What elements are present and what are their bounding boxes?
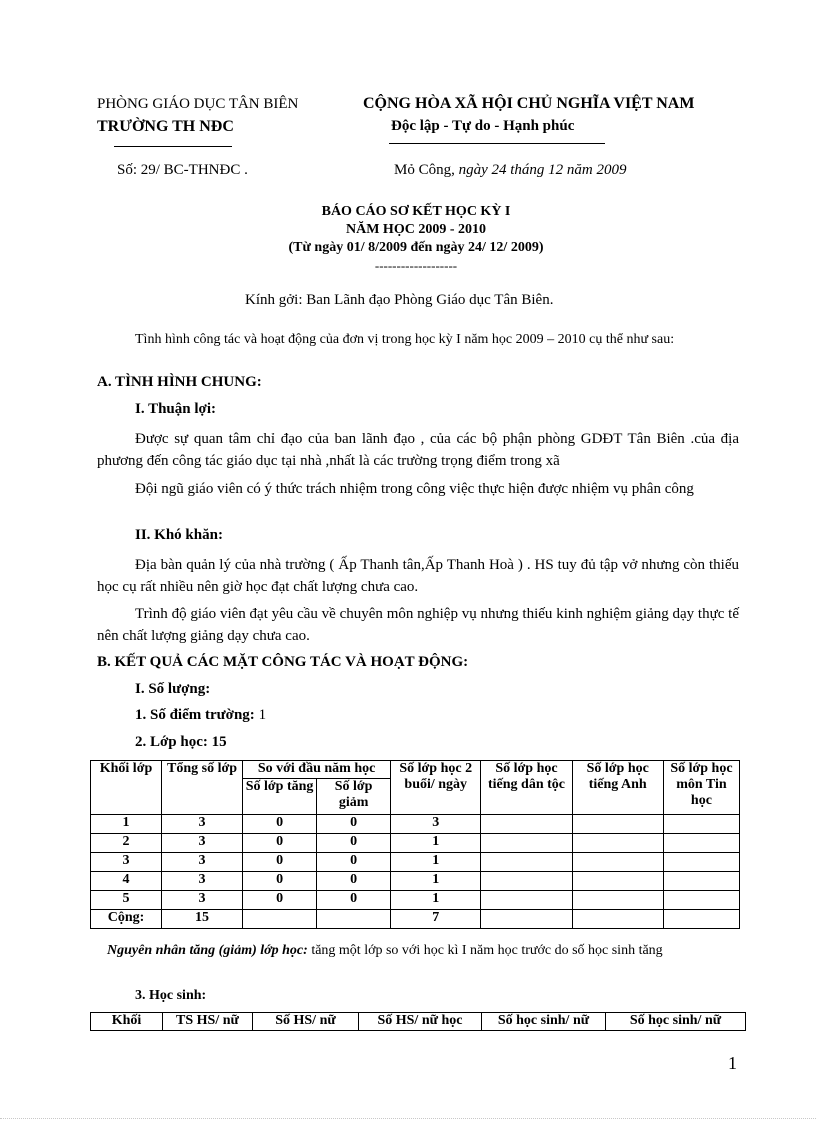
table-row: [91, 834, 740, 853]
cell-giam: 0: [317, 853, 391, 872]
table-row: [91, 853, 740, 872]
cell-hai-buoi: 3: [391, 815, 481, 834]
date: ngày 24 tháng 12 năm 2009: [454, 162, 627, 178]
cell-khoi: 2: [91, 834, 162, 853]
cell-anh: [572, 872, 663, 891]
students-heading: 3. Học sinh:: [135, 988, 207, 1003]
cell-tong: 3: [161, 834, 242, 853]
header-dan-toc: Số lớp học tiếng dân tộc: [481, 761, 572, 815]
header-tang: Số lớp tăng: [243, 779, 317, 815]
student-header: Số HS/ nữ học: [359, 1013, 482, 1031]
section-a-heading: A. TÌNH HÌNH CHUNG:: [97, 374, 262, 390]
cell-anh: [572, 853, 663, 872]
cell-tong: 3: [161, 815, 242, 834]
cell-anh: [572, 891, 663, 910]
cell-giam: 0: [317, 872, 391, 891]
school-underline: [114, 146, 232, 147]
cell-khoi: 4: [91, 872, 162, 891]
motto-underline: [389, 143, 605, 144]
nation-motto: Độc lập - Tự do - Hạnh phúc: [391, 118, 575, 134]
report-title: BÁO CÁO SƠ KẾT HỌC KỲ I: [321, 204, 511, 219]
school-year: NĂM HỌC 2009 - 2010: [346, 222, 486, 237]
cell-khoi: 5: [91, 891, 162, 910]
table-row: [91, 891, 740, 910]
cell-empty: [317, 910, 391, 929]
difficulties-heading: II. Khó khăn:: [135, 527, 223, 543]
advantages-paragraph-2: Đội ngũ giáo viên có ý thức trách nhiệm trong công việc thực hiện được nhiệm vụ phân công: [135, 481, 694, 497]
classes-count-value: 15: [207, 734, 227, 750]
difficulties-paragraph-1: Địa bàn quản lý của nhà trường ( Ấp Thanh tân,Ấp Thanh Hoà ) . HS tuy đủ tập vở nhưng còn thiếu học cụ rất nhiều nên giờ học đạt chất lượng chưa cao.: [97, 557, 739, 595]
cell-dan-toc: [481, 891, 572, 910]
document-number: Số: 29/ BC-THNĐC .: [117, 162, 248, 178]
greeting: Kính gởi: Ban Lãnh đạo Phòng Giáo dục Tân Biên.: [245, 292, 554, 308]
class-table: [90, 760, 740, 929]
school-name: TRƯỜNG TH NĐC: [97, 118, 234, 135]
header-so-voi: So với đầu năm học: [243, 761, 391, 779]
table-total-row: [91, 910, 740, 929]
classes-count-label: 2. Lớp học:: [135, 734, 208, 750]
school-points: [135, 707, 266, 724]
cell-anh: [572, 815, 663, 834]
cell-khoi: 1: [91, 815, 162, 834]
student-header: Số HS/ nữ: [253, 1013, 359, 1031]
cell-tong: 3: [161, 853, 242, 872]
student-table: [90, 1012, 746, 1031]
table-row: [91, 815, 740, 834]
cell-tin: [663, 853, 739, 872]
cell-hai-buoi: 1: [391, 891, 481, 910]
cell-giam: 0: [317, 891, 391, 910]
intro-paragraph: Tình hình công tác và hoạt động của đơn vị trong học kỳ I năm học 2009 – 2010 cụ thể như sau:: [135, 332, 675, 347]
classes-count: [135, 734, 227, 751]
school-points-value: 1: [254, 707, 267, 723]
cell-khoi: 3: [91, 853, 162, 872]
cell-tang: 0: [243, 891, 317, 910]
reason-text: tăng một lớp so với học kì I năm học trước do số học sinh tăng: [307, 943, 663, 958]
student-header: Số học sinh/ nữ: [606, 1013, 746, 1031]
cell-hai-buoi: 1: [391, 853, 481, 872]
student-header: TS HS/ nữ: [163, 1013, 253, 1031]
page-number: 1: [728, 1053, 737, 1073]
cell-hai-buoi: 1: [391, 834, 481, 853]
difficulties-paragraph-2: Trình độ giáo viên đạt yêu cầu về chuyên môn nghiệp vụ nhưng thiếu kinh nghiệm giảng dạy thực tế nên chất lượng giảng dạy chưa cao.: [97, 606, 739, 644]
cell-empty: [663, 910, 739, 929]
title-separator: -------------------: [374, 258, 458, 273]
header-anh: Số lớp học tiếng Anh: [572, 761, 663, 815]
cell-tang: 0: [243, 872, 317, 891]
cell-hai-buoi: 1: [391, 872, 481, 891]
cell-dan-toc: [481, 872, 572, 891]
student-header: Số học sinh/ nữ: [482, 1013, 606, 1031]
page-bottom-border: [0, 1118, 816, 1119]
student-header: Khối: [91, 1013, 163, 1031]
header-khoi: Khối lớp: [91, 761, 162, 815]
document-place-date: [394, 162, 627, 179]
cell-dan-toc: [481, 853, 572, 872]
place: Mỏ Công,: [394, 162, 455, 178]
reason-label: Nguyên nhân tăng (giảm) lớp học:: [107, 943, 308, 958]
department-name: PHÒNG GIÁO DỤC TÂN BIÊN: [97, 96, 299, 112]
cell-tang: 0: [243, 853, 317, 872]
cell-tong: 3: [161, 872, 242, 891]
cell-total-hai-buoi: 7: [391, 910, 481, 929]
cell-total-label: Cộng:: [91, 910, 162, 929]
cell-empty: [243, 910, 317, 929]
cell-dan-toc: [481, 834, 572, 853]
cell-giam: 0: [317, 834, 391, 853]
cell-tang: 0: [243, 834, 317, 853]
cell-total-tong: 15: [161, 910, 242, 929]
cell-dan-toc: [481, 815, 572, 834]
header-giam: Số lớp giảm: [317, 779, 391, 815]
cell-tin: [663, 815, 739, 834]
cell-giam: 0: [317, 815, 391, 834]
report-period: (Từ ngày 01/ 8/2009 đến ngày 24/ 12/ 2009): [288, 240, 544, 255]
reason-paragraph: [107, 941, 739, 960]
cell-tong: 3: [161, 891, 242, 910]
cell-anh: [572, 834, 663, 853]
advantages-paragraph-1: Được sự quan tâm chỉ đạo của ban lãnh đạo , của các bộ phận phòng GDĐT Tân Biên .của địa phương đến công tác giáo dục tại nhà ,nhất là các trường trọng điểm trong xã: [97, 431, 739, 469]
cell-tin: [663, 834, 739, 853]
quantity-heading: I. Số lượng:: [135, 681, 211, 697]
school-points-label: 1. Số điểm trường:: [135, 707, 255, 723]
cell-tang: 0: [243, 815, 317, 834]
advantages-heading: I. Thuận lợi:: [135, 401, 216, 417]
cell-empty: [572, 910, 663, 929]
nation-title: CỘNG HÒA XÃ HỘI CHỦ NGHĨA VIỆT NAM: [363, 95, 695, 112]
cell-empty: [481, 910, 572, 929]
table-row: [91, 872, 740, 891]
header-tin: Số lớp học môn Tin học: [663, 761, 739, 815]
section-b-heading: B. KẾT QUẢ CÁC MẶT CÔNG TÁC VÀ HOẠT ĐỘNG:: [97, 654, 469, 670]
header-tong: Tổng số lớp: [161, 761, 242, 815]
cell-tin: [663, 891, 739, 910]
cell-tin: [663, 872, 739, 891]
header-hai-buoi: Số lớp học 2 buổi/ ngày: [391, 761, 481, 815]
